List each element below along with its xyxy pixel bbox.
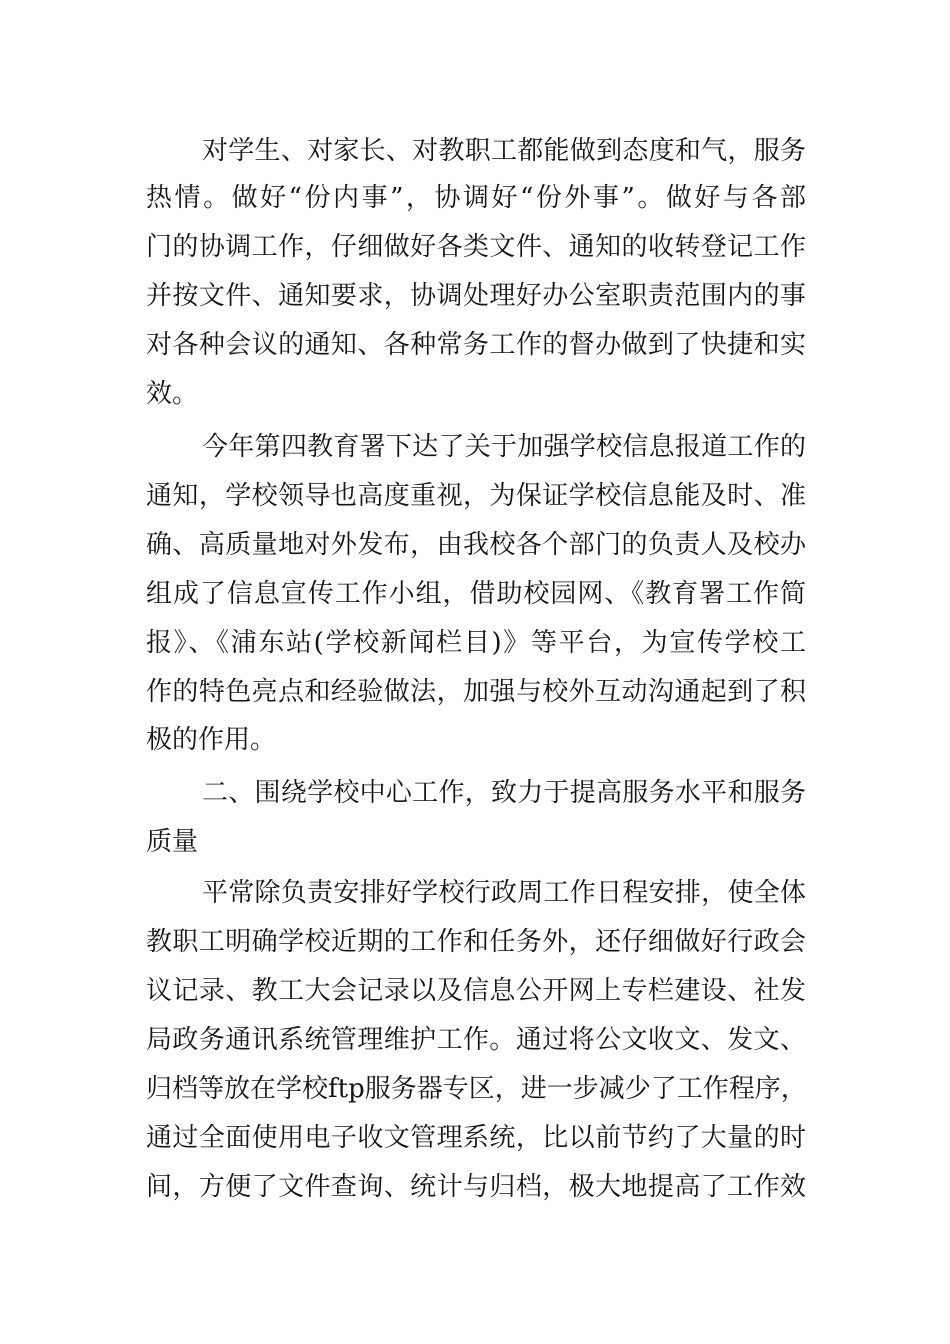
paragraph-4-line-7: 间，方便了文件查询、统计与归档，极大地提高了工作效: [146, 1172, 806, 1202]
paragraph-4-line-6: 通过全面使用电子收文管理系统，比以前节约了大量的时: [146, 1123, 806, 1153]
paragraph-4-line-4: 局政务通讯系统管理维护工作。通过将公文收文、发文、: [146, 1025, 806, 1055]
section-heading-line-2: 质量: [146, 827, 199, 857]
paragraph-4-line-3: 议记录、教工大会记录以及信息公开网上专栏建设、社发: [146, 976, 806, 1006]
paragraph-1-line-4: 并按文件、通知要求，协调处理好办公室职责范围内的事: [146, 281, 806, 311]
paragraph-1-line-5: 对各种会议的通知、各种常务工作的督办做到了快捷和实: [146, 330, 806, 360]
paragraph-2-line-7: 极的作用。: [146, 725, 277, 755]
paragraph-2-line-1: 今年第四教育署下达了关于加强学校信息报道工作的: [202, 432, 806, 462]
paragraph-4-line-5: 归档等放在学校ftp服务器专区，进一步减少了工作程序，: [146, 1074, 807, 1104]
paragraph-1-line-1: 对学生、对家长、对教职工都能做到态度和气，服务: [202, 136, 806, 166]
paragraph-2-line-5: 报》、《浦东站(学校新闻栏目)》等平台，为宣传学校工: [146, 628, 806, 658]
paragraph-2-line-3: 确、高质量地对外发布，由我校各个部门的负责人及校办: [146, 530, 806, 560]
section-heading-line-1: 二、围绕学校中心工作，致力于提高服务水平和服务: [202, 778, 806, 808]
paragraph-1-line-2: 热情。做好“份内事”，协调好“份外事”。做好与各部: [146, 183, 806, 213]
paragraph-4-line-1: 平常除负责安排好学校行政周工作日程安排，使全体: [202, 878, 806, 908]
paragraph-4-line-2: 教职工明确学校近期的工作和任务外，还仔细做好行政会: [146, 927, 806, 957]
paragraph-2-line-6: 作的特色亮点和经验做法，加强与校外互动沟通起到了积: [146, 677, 806, 707]
paragraph-2-line-4: 组成了信息宣传工作小组，借助校园网、《教育署工作简: [146, 579, 806, 609]
paragraph-1-line-3: 门的协调工作，仔细做好各类文件、通知的收转登记工作: [146, 232, 806, 262]
paragraph-1-line-6: 效。: [146, 379, 199, 409]
paragraph-2-line-2: 通知，学校领导也高度重视，为保证学校信息能及时、准: [146, 481, 806, 511]
